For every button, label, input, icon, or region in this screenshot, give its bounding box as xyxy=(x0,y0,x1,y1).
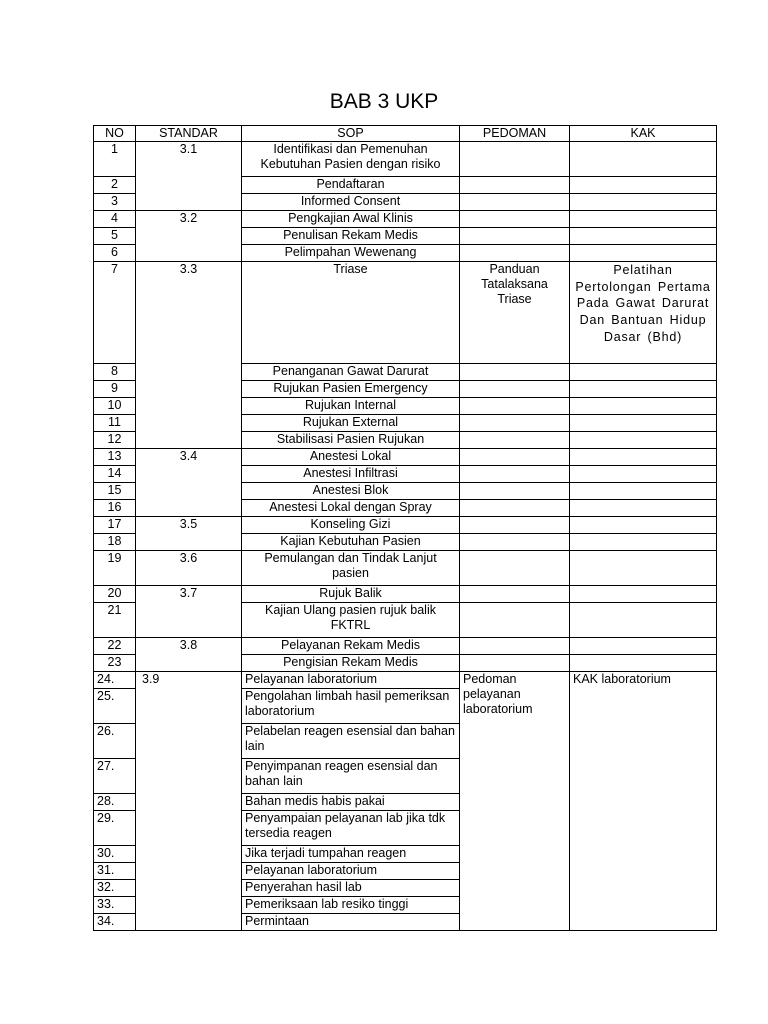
row-number: 32. xyxy=(94,880,136,897)
row-number: 8 xyxy=(94,364,136,381)
sop-cell: Anestesi Infiltrasi xyxy=(242,466,460,483)
row-number: 3 xyxy=(94,194,136,211)
pedoman-cell xyxy=(460,586,570,603)
kak-cell: KAK laboratorium xyxy=(570,672,717,931)
row-number: 25. xyxy=(94,689,136,724)
row-number: 2 xyxy=(94,177,136,194)
kak-cell xyxy=(570,177,717,194)
sop-cell: Rujukan Internal xyxy=(242,398,460,415)
row-number: 33. xyxy=(94,897,136,914)
kak-cell xyxy=(570,449,717,466)
standar-cell: 3.1 xyxy=(136,142,242,211)
pedoman-cell xyxy=(460,603,570,638)
standar-cell: 3.9 xyxy=(136,672,242,931)
row-number: 1 xyxy=(94,142,136,177)
sop-cell: Pelabelan reagen esensial dan bahan lain xyxy=(242,724,460,759)
pedoman-cell: Panduan Tatalaksana Triase xyxy=(460,262,570,364)
sop-cell: Penyerahan hasil lab xyxy=(242,880,460,897)
table-row xyxy=(94,672,717,689)
table-row xyxy=(94,586,717,603)
row-number: 6 xyxy=(94,245,136,262)
standar-cell: 3.2 xyxy=(136,211,242,262)
sop-cell: Konseling Gizi xyxy=(242,517,460,534)
sop-cell: Pengisian Rekam Medis xyxy=(242,655,460,672)
kak-cell xyxy=(570,142,717,177)
sop-cell: Kajian Kebutuhan Pasien xyxy=(242,534,460,551)
pedoman-cell xyxy=(460,483,570,500)
row-number: 10 xyxy=(94,398,136,415)
sop-cell: Pemulangan dan Tindak Lanjut pasien xyxy=(242,551,460,586)
kak-cell xyxy=(570,586,717,603)
kak-cell xyxy=(570,534,717,551)
kak-cell xyxy=(570,432,717,449)
row-number: 28. xyxy=(94,794,136,811)
row-number: 5 xyxy=(94,228,136,245)
table-row xyxy=(94,142,717,177)
row-number: 23 xyxy=(94,655,136,672)
table-body xyxy=(94,142,717,931)
pedoman-cell xyxy=(460,534,570,551)
pedoman-cell xyxy=(460,194,570,211)
pedoman-cell xyxy=(460,449,570,466)
column-header-standar: STANDAR xyxy=(136,126,242,142)
kak-cell xyxy=(570,211,717,228)
sop-cell: Stabilisasi Pasien Rujukan xyxy=(242,432,460,449)
kak-cell xyxy=(570,638,717,655)
row-number: 17 xyxy=(94,517,136,534)
sop-cell: Pengkajian Awal Klinis xyxy=(242,211,460,228)
pedoman-cell: Pedoman pelayanan laboratorium xyxy=(460,672,570,931)
sop-cell: Rujuk Balik xyxy=(242,586,460,603)
kak-cell xyxy=(570,500,717,517)
kak-cell xyxy=(570,415,717,432)
kak-cell xyxy=(570,655,717,672)
sop-cell: Penyimpanan reagen esensial dan bahan lain xyxy=(242,759,460,794)
pedoman-cell xyxy=(460,177,570,194)
pedoman-cell xyxy=(460,364,570,381)
sop-cell: Pelayanan laboratorium xyxy=(242,672,460,689)
row-number: 13 xyxy=(94,449,136,466)
standar-cell: 3.6 xyxy=(136,551,242,586)
sop-table xyxy=(93,125,717,931)
table-row xyxy=(94,262,717,364)
kak-cell xyxy=(570,603,717,638)
column-header-pedoman: PEDOMAN xyxy=(460,126,570,142)
row-number: 34. xyxy=(94,914,136,931)
row-number: 30. xyxy=(94,846,136,863)
row-number: 15 xyxy=(94,483,136,500)
sop-cell: Pelayanan Rekam Medis xyxy=(242,638,460,655)
kak-cell xyxy=(570,517,717,534)
row-number: 11 xyxy=(94,415,136,432)
row-number: 19 xyxy=(94,551,136,586)
sop-cell: Penulisan Rekam Medis xyxy=(242,228,460,245)
sop-cell: Anestesi Lokal xyxy=(242,449,460,466)
document-title: BAB 3 UKP xyxy=(329,90,439,113)
table-header-row xyxy=(94,126,717,142)
row-number: 18 xyxy=(94,534,136,551)
row-number: 20 xyxy=(94,586,136,603)
column-header-kak: KAK xyxy=(570,126,717,142)
row-number: 27. xyxy=(94,759,136,794)
sop-cell: Pengolahan limbah hasil pemeriksan laboratorium xyxy=(242,689,460,724)
kak-cell xyxy=(570,194,717,211)
pedoman-cell xyxy=(460,466,570,483)
pedoman-cell xyxy=(460,638,570,655)
sop-cell: Identifikasi dan Pemenuhan Kebutuhan Pasien dengan risiko xyxy=(242,142,460,177)
column-header-sop: SOP xyxy=(242,126,460,142)
sop-cell: Informed Consent xyxy=(242,194,460,211)
pedoman-cell xyxy=(460,655,570,672)
sop-cell: Penanganan Gawat Darurat xyxy=(242,364,460,381)
standar-cell: 3.3 xyxy=(136,262,242,449)
table-row xyxy=(94,551,717,586)
pedoman-cell xyxy=(460,211,570,228)
kak-cell xyxy=(570,483,717,500)
pedoman-cell xyxy=(460,381,570,398)
sop-cell: Rujukan External xyxy=(242,415,460,432)
table-row xyxy=(94,211,717,228)
sop-cell: Pelimpahan Wewenang xyxy=(242,245,460,262)
pedoman-cell xyxy=(460,245,570,262)
standar-cell: 3.7 xyxy=(136,586,242,638)
sop-cell: Rujukan Pasien Emergency xyxy=(242,381,460,398)
sop-cell: Jika terjadi tumpahan reagen xyxy=(242,846,460,863)
sop-cell: Kajian Ulang pasien rujuk balik FKTRL xyxy=(242,603,460,638)
table-row xyxy=(94,517,717,534)
table-row xyxy=(94,449,717,466)
kak-cell xyxy=(570,364,717,381)
table-row xyxy=(94,638,717,655)
sop-cell: Permintaan xyxy=(242,914,460,931)
pedoman-cell xyxy=(460,398,570,415)
row-number: 22 xyxy=(94,638,136,655)
kak-cell xyxy=(570,381,717,398)
row-number: 4 xyxy=(94,211,136,228)
sop-cell: Pelayanan laboratorium xyxy=(242,863,460,880)
standar-cell: 3.5 xyxy=(136,517,242,551)
sop-cell: Pendaftaran xyxy=(242,177,460,194)
pedoman-cell xyxy=(460,517,570,534)
sop-cell: Anestesi Blok xyxy=(242,483,460,500)
kak-cell xyxy=(570,398,717,415)
row-number: 12 xyxy=(94,432,136,449)
sop-cell: Bahan medis habis pakai xyxy=(242,794,460,811)
kak-cell xyxy=(570,228,717,245)
row-number: 31. xyxy=(94,863,136,880)
standar-cell: 3.8 xyxy=(136,638,242,672)
row-number: 29. xyxy=(94,811,136,846)
row-number: 21 xyxy=(94,603,136,638)
row-number: 14 xyxy=(94,466,136,483)
kak-cell: Pelatihan Pertolongan Pertama Pada Gawat Darurat Dan Bantuan Hidup Dasar (Bhd) xyxy=(570,262,717,364)
kak-cell xyxy=(570,551,717,586)
row-number: 26. xyxy=(94,724,136,759)
pedoman-cell xyxy=(460,551,570,586)
kak-cell xyxy=(570,466,717,483)
pedoman-cell xyxy=(460,228,570,245)
row-number: 9 xyxy=(94,381,136,398)
pedoman-cell xyxy=(460,415,570,432)
pedoman-cell xyxy=(460,432,570,449)
row-number: 16 xyxy=(94,500,136,517)
pedoman-cell xyxy=(460,142,570,177)
kak-cell xyxy=(570,245,717,262)
row-number: 24. xyxy=(94,672,136,689)
column-header-no: NO xyxy=(94,126,136,142)
sop-cell: Penyampaian pelayanan lab jika tdk tersedia reagen xyxy=(242,811,460,846)
row-number: 7 xyxy=(94,262,136,364)
pedoman-cell xyxy=(460,500,570,517)
sop-cell: Anestesi Lokal dengan Spray xyxy=(242,500,460,517)
sop-cell: Triase xyxy=(242,262,460,364)
sop-cell: Pemeriksaan lab resiko tinggi xyxy=(242,897,460,914)
standar-cell: 3.4 xyxy=(136,449,242,517)
